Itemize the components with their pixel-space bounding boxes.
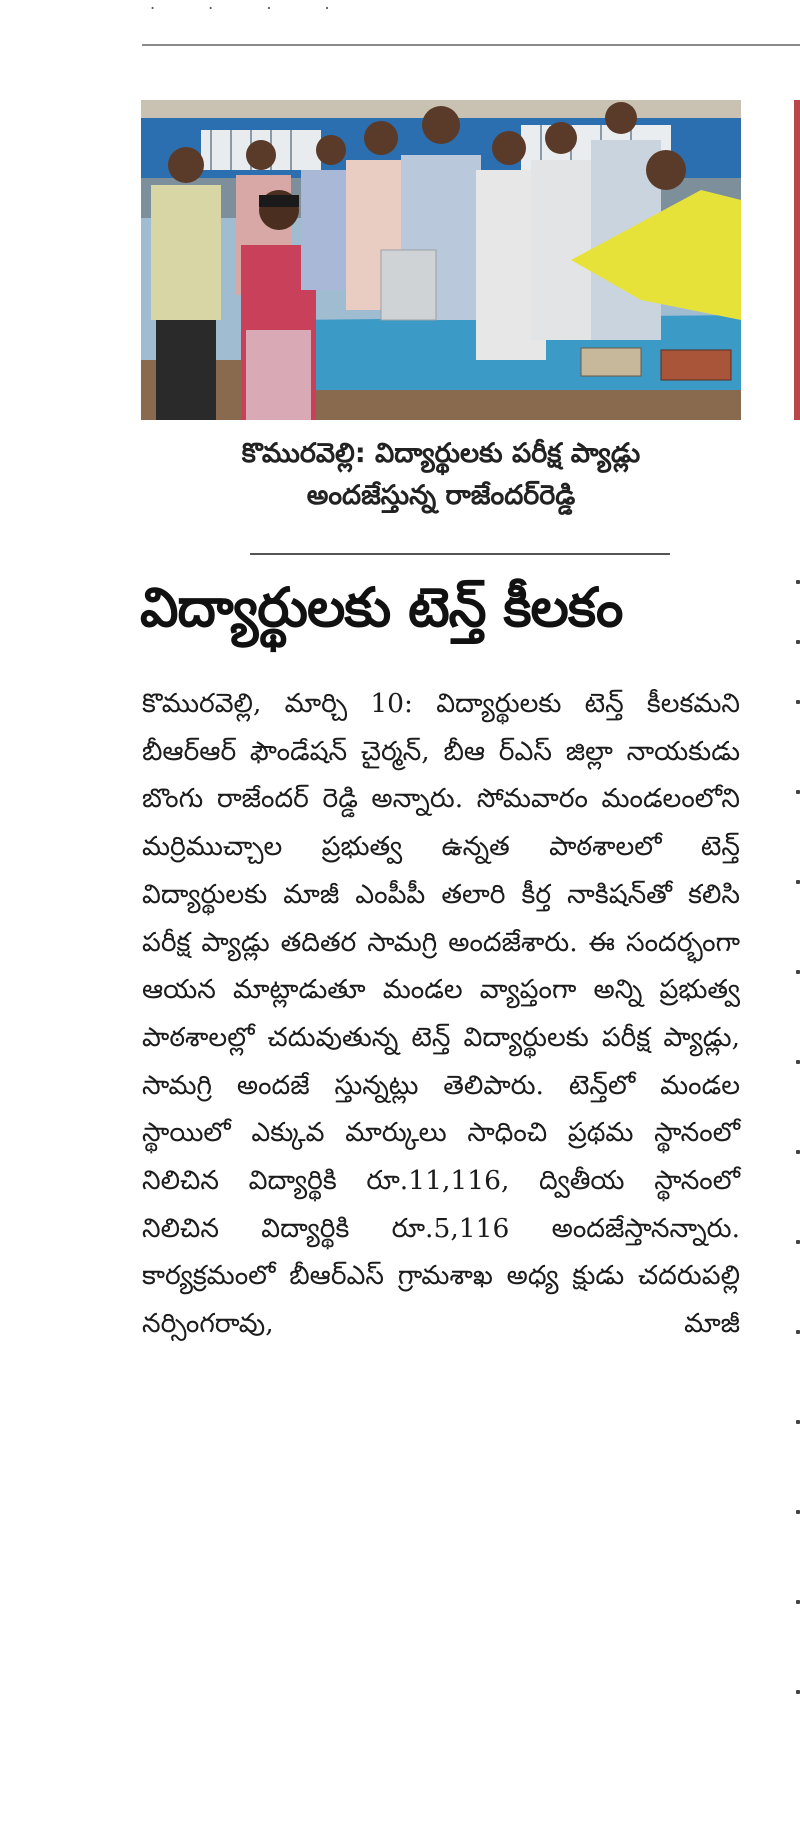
caption-divider <box>250 553 670 555</box>
top-divider <box>142 44 800 46</box>
caption-line-1: కొమురవెల్లి: విద్యార్థులకు పరీక్ష ప్యాడ్లు <box>241 438 641 469</box>
caption-line-2: అందజేస్తున్న రాజేందర్‌రెడ్డి <box>306 480 576 511</box>
adjacent-column-edge <box>790 100 800 1740</box>
news-photo <box>141 100 741 420</box>
headline: విద్యార్థులకు టెన్త్‌ కీలకం <box>140 576 623 639</box>
clipped-previous-article-text: . . . . <box>150 0 354 13</box>
article-body: కొమురవెల్లి, మార్చి 10: విద్యార్థులకు టెన్త్‌ కీలకమని బీఆర్‌ఆర్‌ ఫౌండేషన్‌ చైర్మన్‌, బీఆ ర్‌ఎస్‌ జిల్లా నాయకుడు బొంగు రాజేందర్‌ రెడ్డి అన్నారు. సోమవారం మండలంలోని మర్రిముచ్చాల ప్రభుత్వ ఉన్నత పాఠశాలలో టెన్త్‌ విద్యార్థులకు మాజీ ఎంపీపీ తలారి కీర్త నాకిషన్‌తో కలిసి పరీక్ష ప్యాడ్లు తదితర సామగ్రి అందజేశారు. ఈ సందర్భంగా ఆయన మాట్లాడుతూ మండల వ్యాప్తంగా అన్ని ప్రభుత్వ పాఠశాలల్లో చదువుతున్న టెన్త్‌ విద్యార్థులకు పరీక్ష ప్యాడ్లు, సామగ్రి అందజే స్తున్నట్లు తెలిపారు. టెన్త్‌లో మండల స్థాయిలో ఎక్కువ మార్కులు సాధించి ప్రథమ స్థానంలో నిలిచిన విద్యార్థికి రూ.11,116, ద్వితీయ స్థానంలో నిలిచిన విద్యార్థికి రూ.5,116 అందజేస్తానన్నారు. కార్యక్రమంలో బీఆర్‌ఎస్‌ గ్రామశాఖ అధ్య క్షుడు చదరుపల్లి నర్సింగరావు, మాజీ <box>142 688 740 1340</box>
photo-caption <box>150 433 732 517</box>
